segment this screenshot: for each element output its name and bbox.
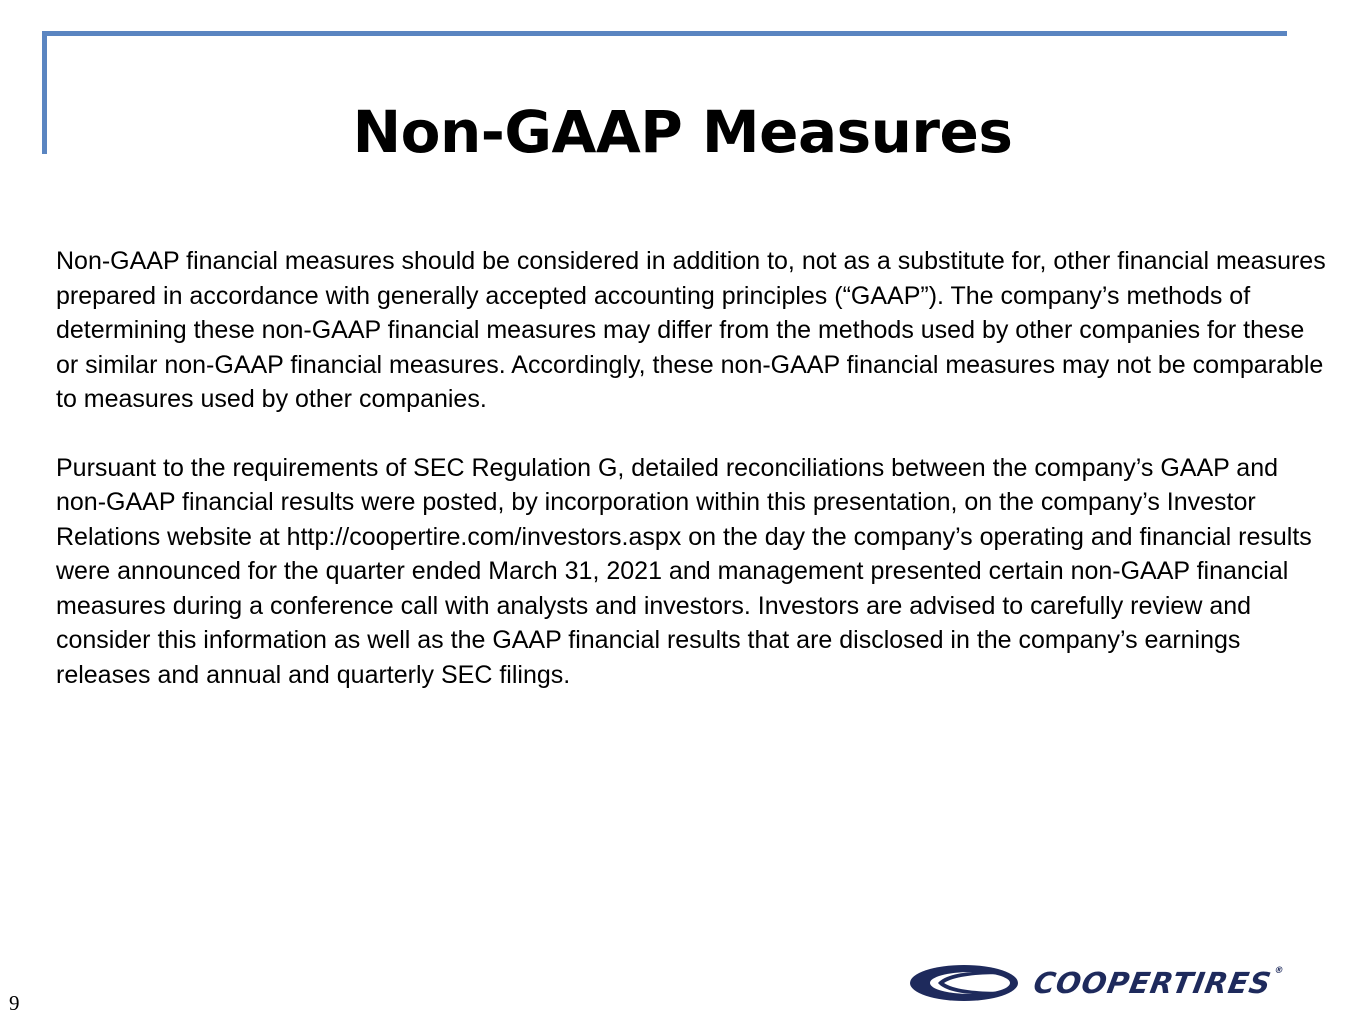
paragraph-non-gaap-disclaimer: Non-GAAP financial measures should be considered in addition to, not as a substitute for, other financial measures prepared in accordance with generally accepted accounting principles (“GAAP”). The company’s methods of determining these non-GAAP financial measures may differ from the methods used by other companies for these or similar non-GAAP financial measures. Accordingly, these non-GAAP financial measures may not be comparable to measures used by other companies. xyxy=(56,247,1326,413)
frame-top-rule xyxy=(42,31,1287,36)
cooper-swoosh-icon xyxy=(908,963,1020,1003)
page-number: 9 xyxy=(9,991,20,1015)
logo-trademark: ® xyxy=(1273,966,1286,976)
body-text xyxy=(56,244,1326,726)
logo-wordmark xyxy=(1031,966,1285,1000)
logo-wordmark-text: COOPERTIRES xyxy=(1031,966,1275,1000)
paragraph-regulation-g: Pursuant to the requirements of SEC Regulation G, detailed reconciliations between the company’s GAAP and non-GAAP financial results were posted, by incorporation within this presentation, on the company’s Investor Relations website at http://coopertire.com/investors.aspx on the day the company’s operating and financial results were announced for the quarter ended March 31, 2021 and management presented certain non-GAAP financial measures during a conference call with analysts and investors. Investors are advised to carefully review and consider this information as well as the GAAP financial results that are disclosed in the company’s earnings releases and annual and quarterly SEC filings. xyxy=(56,453,1312,689)
cooper-tires-logo xyxy=(908,963,1344,1003)
page-title: Non-GAAP Measures xyxy=(352,98,1013,166)
